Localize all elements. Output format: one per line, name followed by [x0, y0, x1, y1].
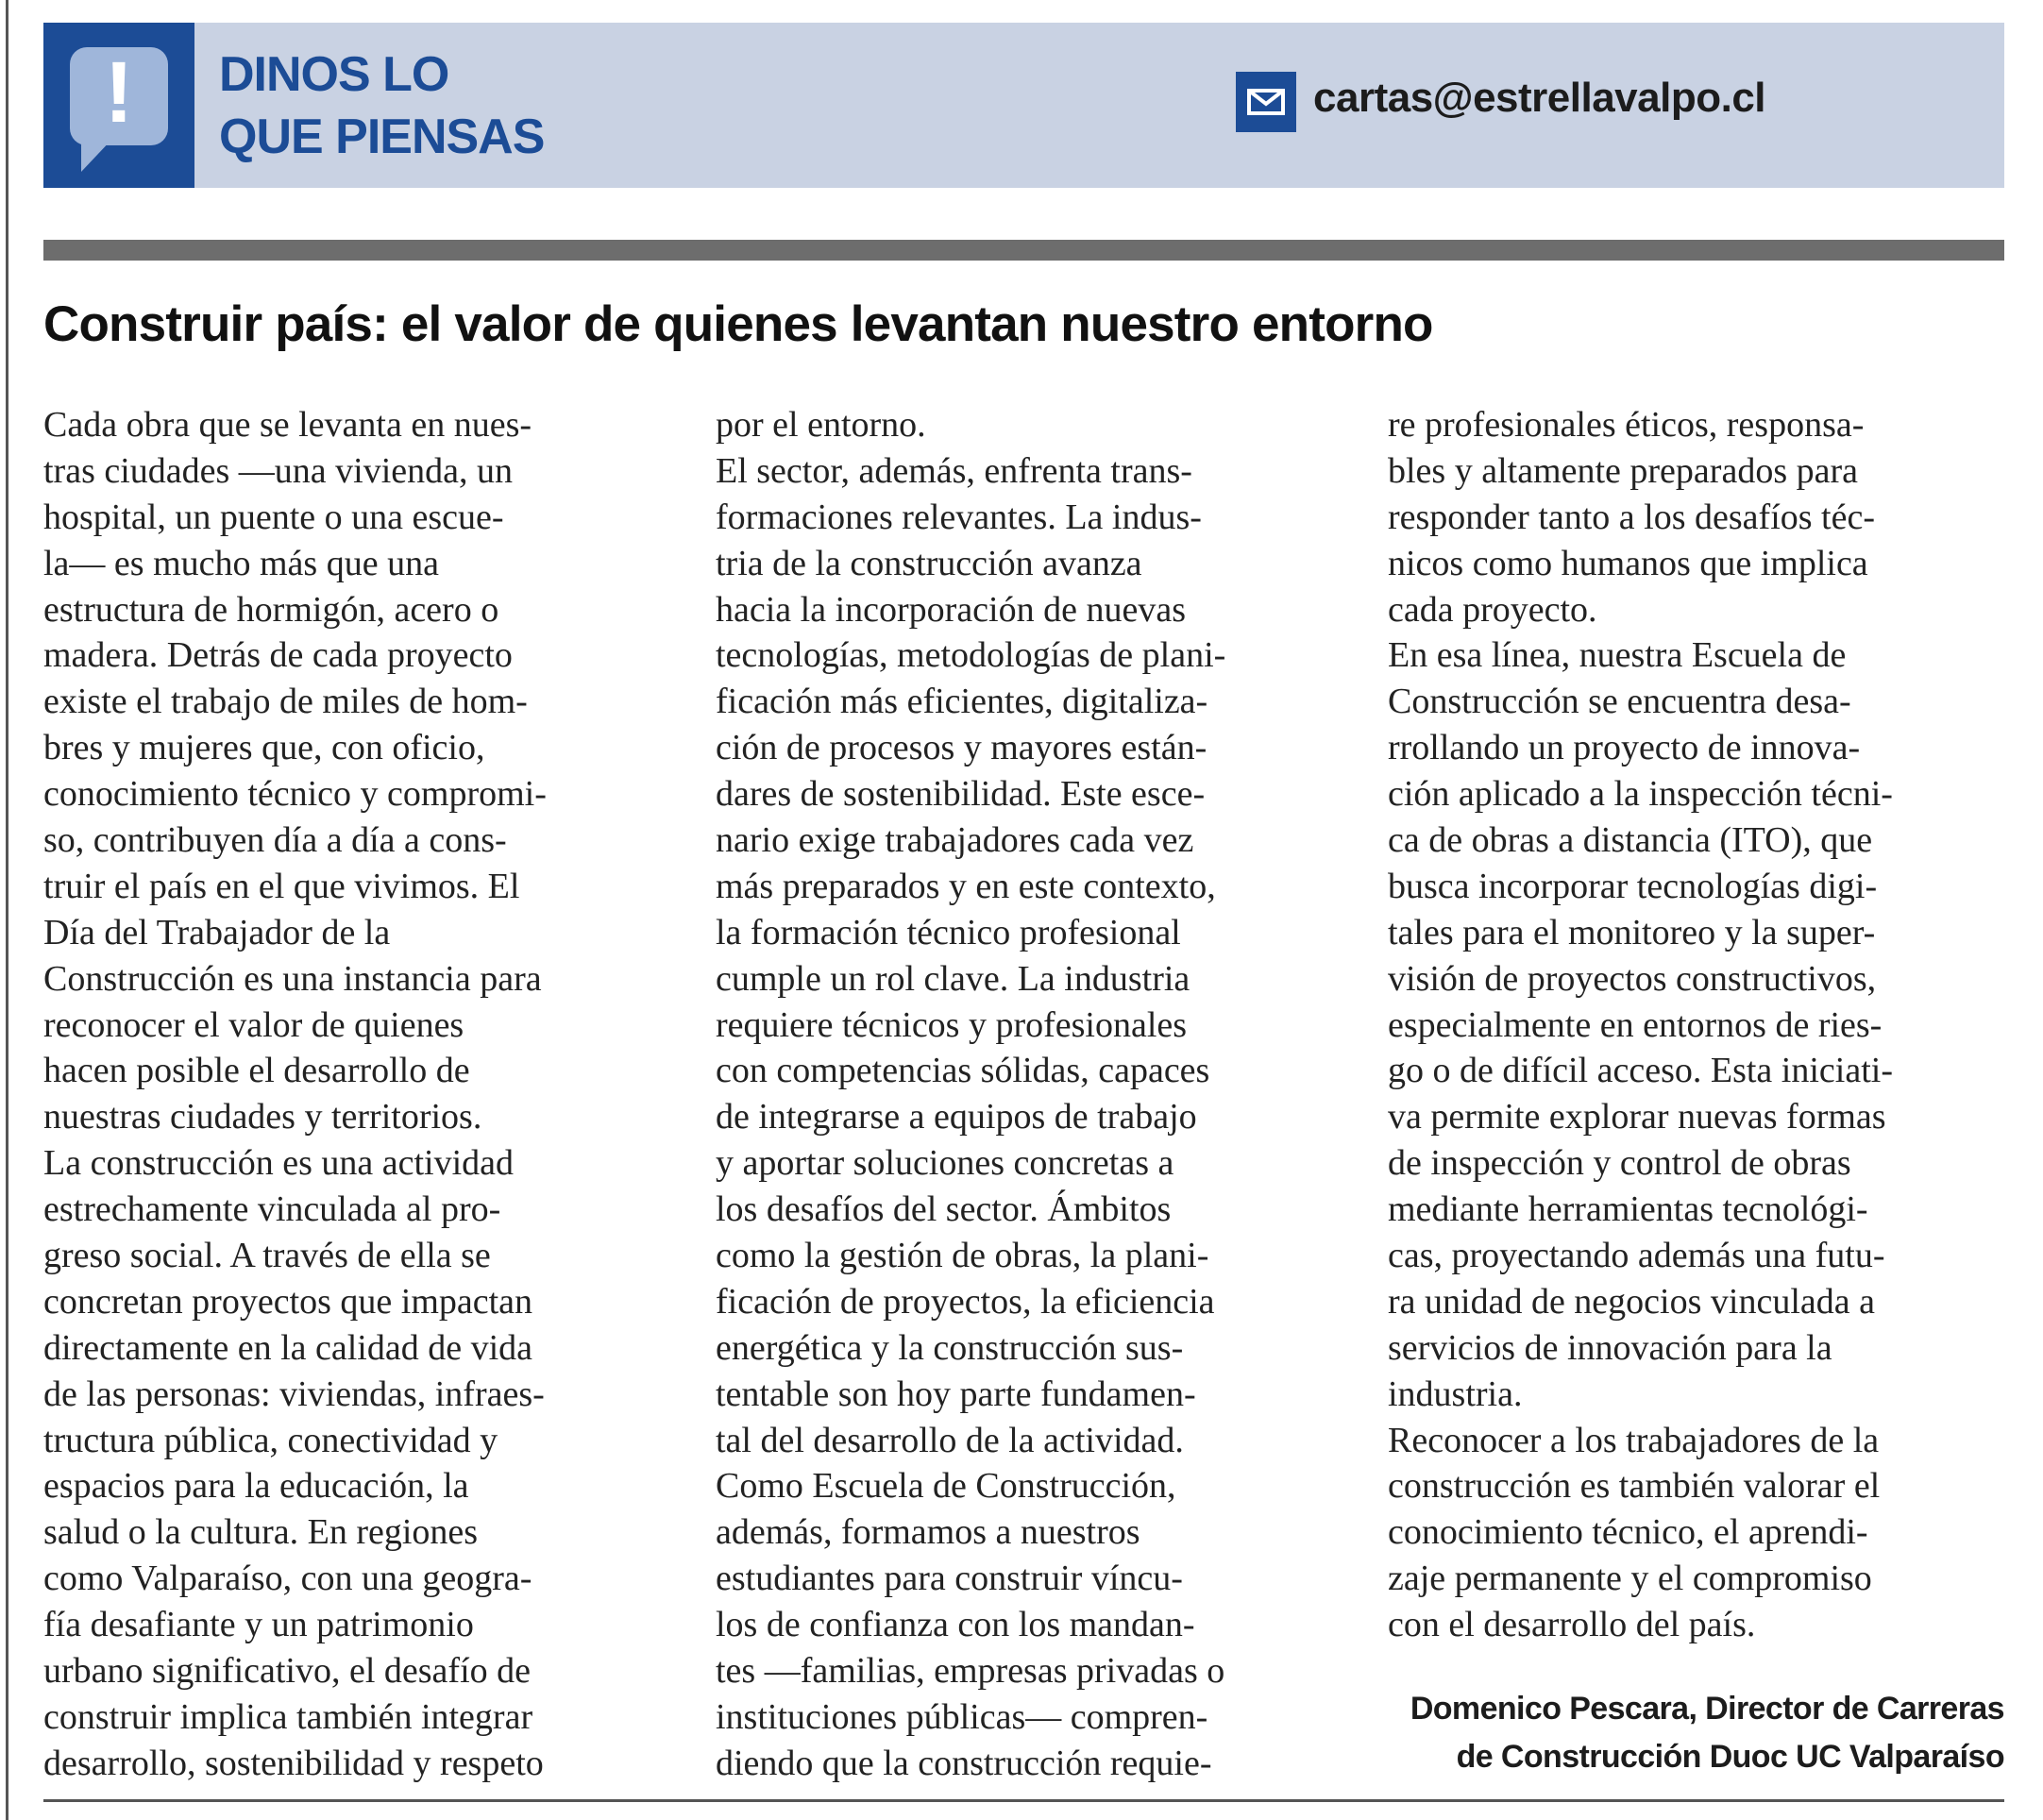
article-line: diendo que la construcción requie-	[716, 1743, 1212, 1783]
article-line: la— es mucho más que una	[43, 543, 439, 583]
article-line: ficación de proyectos, la eficiencia	[716, 1281, 1215, 1322]
article-line: existe el trabajo de miles de hom-	[43, 682, 528, 722]
article-line: como Valparaíso, con una geogra-	[43, 1559, 532, 1599]
article-line: tria de la construcción avanza	[716, 543, 1142, 583]
article-line: tales para el monitoreo y la super-	[1388, 912, 1876, 952]
article-line: construcción es también valorar el	[1388, 1466, 1881, 1507]
article-line: El sector, además, enfrenta trans-	[716, 450, 1192, 491]
envelope-icon	[1236, 72, 1296, 132]
article-line: concretan proyectos que impactan	[43, 1281, 533, 1322]
article-column-3	[1388, 402, 2020, 1648]
article-column-2	[716, 402, 1353, 1787]
article-line: con competencias sólidas, capaces	[716, 1051, 1210, 1091]
section-divider-bar	[43, 240, 2004, 261]
article-line: reconocer el valor de quienes	[43, 1004, 464, 1045]
article-headline: Construir país: el valor de quienes levantan nuestro entorno	[43, 296, 1433, 352]
article-line: re profesionales éticos, responsa-	[1388, 405, 1865, 445]
article-line: visión de proyectos constructivos,	[1388, 958, 1877, 999]
article-line: ción de procesos y mayores están-	[716, 728, 1207, 768]
article-line: hospital, un puente o una escue-	[43, 497, 504, 537]
article-line: nario exige trabajadores cada vez	[716, 820, 1194, 861]
article-line: busca incorporar tecnologías digi-	[1388, 866, 1878, 906]
article-line: estudiantes para construir víncu-	[716, 1559, 1183, 1599]
contact-email: cartas@estrellavalpo.cl	[1313, 75, 1766, 121]
article-line: tes —familias, empresas privadas o	[716, 1651, 1225, 1692]
article-line: espacios para la educación, la	[43, 1466, 469, 1507]
article-line: hacia la incorporación de nuevas	[716, 589, 1186, 630]
article-line: bres y mujeres que, con oficio,	[43, 728, 485, 768]
bottom-rule	[43, 1799, 2004, 1802]
article-line: Día del Trabajador de la	[43, 912, 391, 952]
article-line: zaje permanente y el compromiso	[1388, 1559, 1872, 1599]
article-line: Como Escuela de Construcción,	[716, 1466, 1176, 1507]
article-line: construir implica también integrar	[43, 1696, 533, 1737]
article-line: de inspección y control de obras	[1388, 1143, 1851, 1184]
author-signature	[1359, 1685, 2004, 1781]
signature-line-1: Domenico Pescara, Director de Carreras	[1410, 1691, 2004, 1727]
article-line: formaciones relevantes. La indus-	[716, 497, 1202, 537]
article-line: truir el país en el que vivimos. El	[43, 866, 520, 906]
article-line: cada proyecto.	[1388, 589, 1597, 630]
article-line: los de confianza con los mandan-	[716, 1605, 1195, 1645]
article-line: madera. Detrás de cada proyecto	[43, 635, 513, 676]
article-line: por el entorno.	[716, 405, 926, 445]
article-line: ción aplicado a la inspección técni-	[1388, 774, 1893, 815]
article-line: energética y la construcción sus-	[716, 1327, 1184, 1368]
article-line: ca de obras a distancia (ITO), que	[1388, 820, 1873, 861]
article-line: fía desafiante y un patrimonio	[43, 1605, 474, 1645]
bubble-tail	[81, 138, 113, 172]
article-line: con el desarrollo del país.	[1388, 1605, 1756, 1645]
article-line: va permite explorar nuevas formas	[1388, 1097, 1886, 1138]
exclamation-mark: !	[104, 44, 134, 141]
article-line: además, formamos a nuestros	[716, 1512, 1140, 1553]
article-line: En esa línea, nuestra Escuela de	[1388, 635, 1847, 676]
article-line: go o de difícil acceso. Esta iniciati-	[1388, 1051, 1893, 1091]
article-line: tentable son hoy parte fundamen-	[716, 1373, 1196, 1414]
article-line: rrollando un proyecto de innova-	[1388, 728, 1861, 768]
section-title	[219, 43, 544, 168]
section-banner	[43, 23, 2004, 188]
article-line: responder tanto a los desafíos téc-	[1388, 497, 1875, 537]
article-line: Construcción se encuentra desa-	[1388, 682, 1851, 722]
article-line: como la gestión de obras, la plani-	[716, 1236, 1209, 1276]
speech-bubble-exclamation-icon	[43, 23, 194, 188]
article-line: Construcción es una instancia para	[43, 958, 542, 999]
article-line: conocimiento técnico y compromi-	[43, 774, 547, 815]
article-line: de integrarse a equipos de trabajo	[716, 1097, 1197, 1138]
signature-line-2: de Construcción Duoc UC Valparaíso	[1456, 1739, 2004, 1775]
article-line: servicios de innovación para la	[1388, 1327, 1832, 1368]
article-line: Cada obra que se levanta en nues-	[43, 405, 532, 445]
article-line: directamente en la calidad de vida	[43, 1327, 533, 1368]
article-line: industria.	[1388, 1373, 1523, 1414]
article-line: mediante herramientas tecnológi-	[1388, 1189, 1868, 1230]
article-line: tructura pública, conectividad y	[43, 1420, 498, 1460]
article-line: y aportar soluciones concretas a	[716, 1143, 1174, 1184]
article-line: La construcción es una actividad	[43, 1143, 515, 1184]
left-column-rule	[6, 0, 8, 1820]
article-line: bles y altamente preparados para	[1388, 450, 1858, 491]
article-line: de las personas: viviendas, infraes-	[43, 1373, 545, 1414]
article-line: desarrollo, sostenibilidad y respeto	[43, 1743, 544, 1783]
article-line: cumple un rol clave. La industria	[716, 958, 1190, 999]
article-line: urbano significativo, el desafío de	[43, 1651, 532, 1692]
article-line: salud o la cultura. En regiones	[43, 1512, 479, 1553]
article-line: dares de sostenibilidad. Este esce-	[716, 774, 1206, 815]
article-line: estrechamente vinculada al pro-	[43, 1189, 501, 1230]
article-line: Reconocer a los trabajadores de la	[1388, 1420, 1880, 1460]
article-line: tras ciudades —una vivienda, un	[43, 450, 514, 491]
article-line: cas, proyectando además una futu-	[1388, 1236, 1885, 1276]
article-line: ficación más eficientes, digitaliza-	[716, 682, 1208, 722]
article-line: más preparados y en este contexto,	[716, 866, 1216, 906]
article-column-1	[43, 402, 681, 1787]
article-line: la formación técnico profesional	[716, 912, 1181, 952]
article-line: tal del desarrollo de la actividad.	[716, 1420, 1184, 1460]
article-line: requiere técnicos y profesionales	[716, 1004, 1188, 1045]
article-line: greso social. A través de ella se	[43, 1236, 491, 1276]
section-title-line-1: DINOS LO	[219, 47, 449, 102]
article-line: tecnologías, metodologías de plani-	[716, 635, 1226, 676]
article-line: instituciones públicas— compren-	[716, 1696, 1208, 1737]
section-title-line-2: QUE PIENSAS	[219, 110, 545, 164]
article-line: nuestras ciudades y territorios.	[43, 1097, 482, 1138]
article-line: so, contribuyen día a día a cons-	[43, 820, 507, 861]
article-line: nicos como humanos que implica	[1388, 543, 1868, 583]
article-line: estructura de hormigón, acero o	[43, 589, 499, 630]
article-line: conocimiento técnico, el aprendi-	[1388, 1512, 1868, 1553]
article-line: los desafíos del sector. Ámbitos	[716, 1189, 1172, 1230]
article-line: ra unidad de negocios vinculada a	[1388, 1281, 1875, 1322]
article-line: hacen posible el desarrollo de	[43, 1051, 470, 1091]
article-line: especialmente en entornos de ries-	[1388, 1004, 1883, 1045]
